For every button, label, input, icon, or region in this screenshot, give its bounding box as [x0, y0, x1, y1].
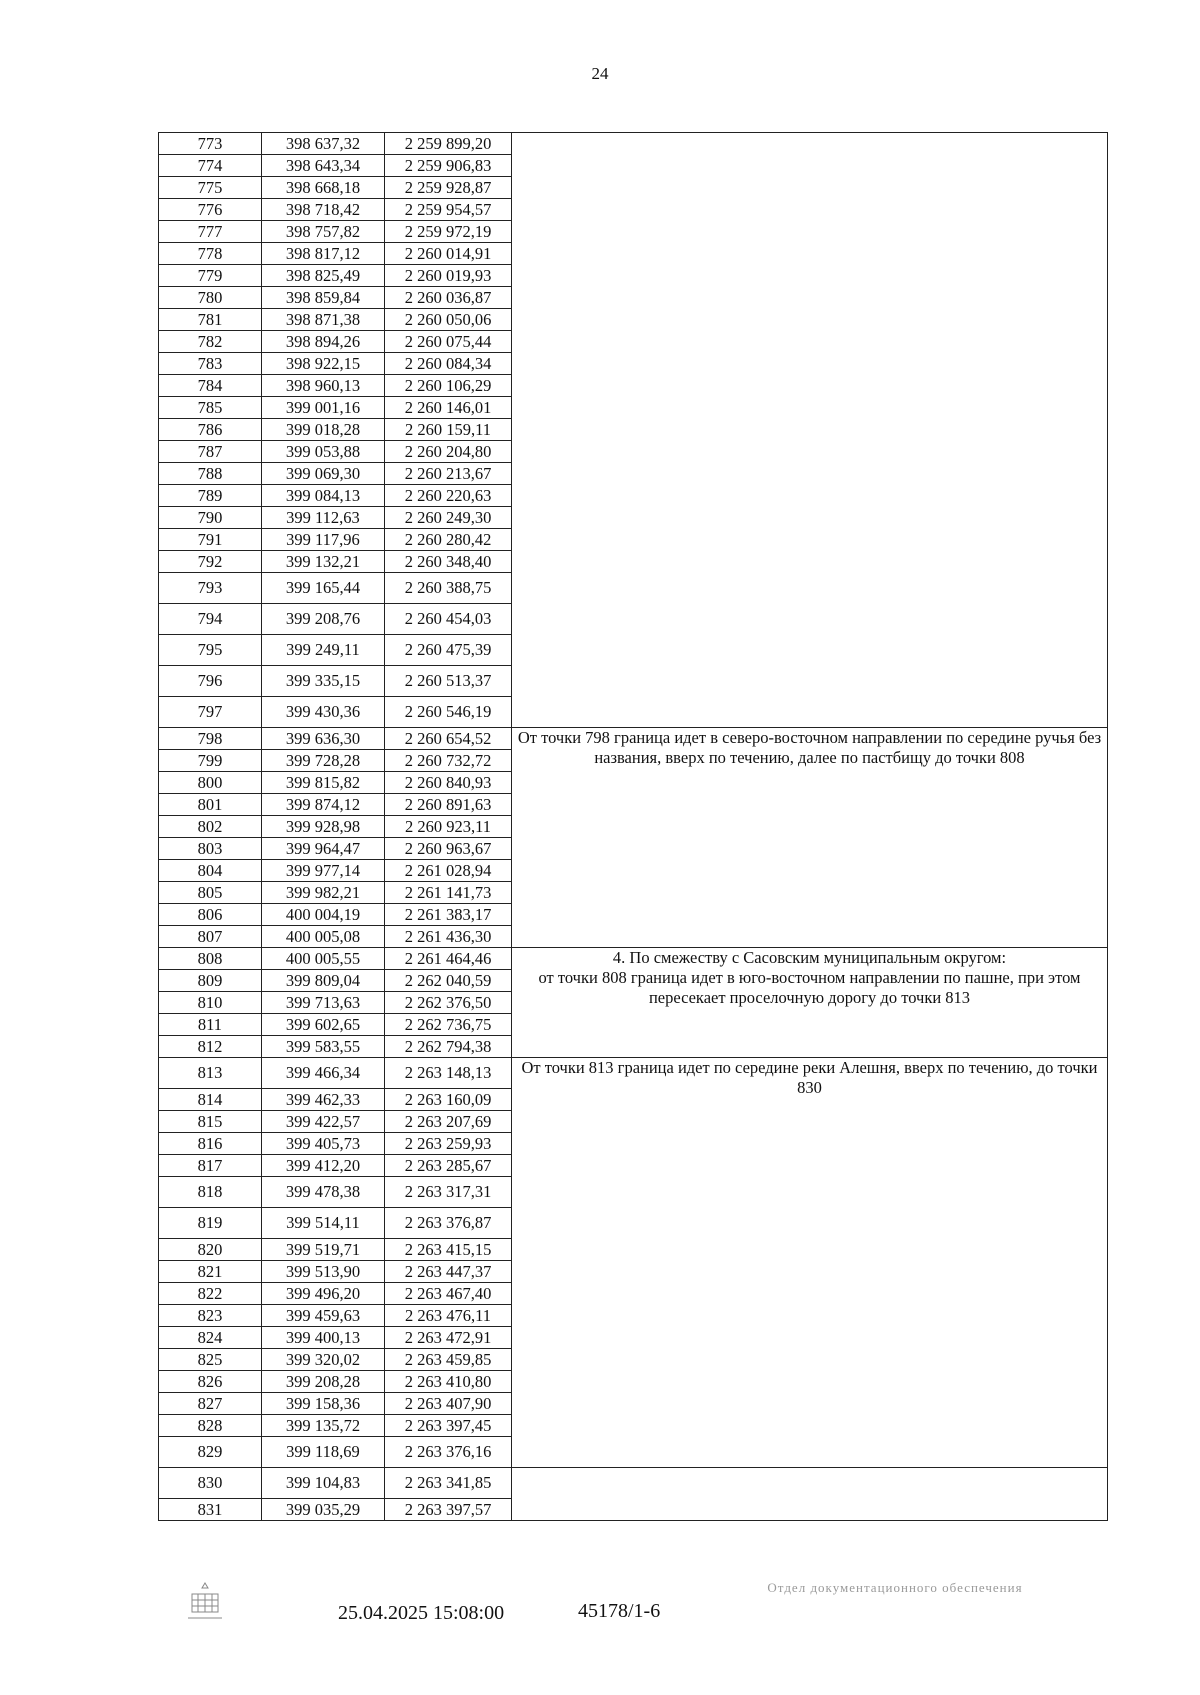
point-number-cell: 773 — [159, 133, 262, 155]
y-coordinate-cell: 2 262 736,75 — [385, 1014, 512, 1036]
footer-timestamp: 25.04.2025 15:08:00 — [338, 1602, 505, 1624]
x-coordinate-cell: 399 809,04 — [262, 970, 385, 992]
y-coordinate-cell: 2 260 280,42 — [385, 529, 512, 551]
y-coordinate-cell: 2 260 513,37 — [385, 666, 512, 697]
x-coordinate-cell: 399 118,69 — [262, 1437, 385, 1468]
y-coordinate-cell: 2 260 106,29 — [385, 375, 512, 397]
point-number-cell: 806 — [159, 904, 262, 926]
coordinates-table-body — [159, 133, 1108, 1521]
x-coordinate-cell: 399 112,63 — [262, 507, 385, 529]
y-coordinate-cell: 2 260 146,01 — [385, 397, 512, 419]
boundary-description: От точки 798 граница идет в северо-восточном направлении по середине ручья без названия, вверх по течению, далее по пастбищу до точки 808 — [512, 728, 1108, 948]
y-coordinate-cell: 2 259 906,83 — [385, 155, 512, 177]
y-coordinate-cell: 2 260 075,44 — [385, 331, 512, 353]
x-coordinate-cell: 399 132,21 — [262, 551, 385, 573]
x-coordinate-cell: 399 462,33 — [262, 1089, 385, 1111]
y-coordinate-cell: 2 260 084,34 — [385, 353, 512, 375]
y-coordinate-cell: 2 263 397,45 — [385, 1415, 512, 1437]
point-number-cell: 824 — [159, 1327, 262, 1349]
x-coordinate-cell: 398 817,12 — [262, 243, 385, 265]
point-number-cell: 792 — [159, 551, 262, 573]
y-coordinate-cell: 2 260 019,93 — [385, 265, 512, 287]
y-coordinate-cell: 2 262 040,59 — [385, 970, 512, 992]
point-number-cell: 807 — [159, 926, 262, 948]
y-coordinate-cell: 2 260 050,06 — [385, 309, 512, 331]
x-coordinate-cell: 398 922,15 — [262, 353, 385, 375]
y-coordinate-cell: 2 260 654,52 — [385, 728, 512, 750]
y-coordinate-cell: 2 261 028,94 — [385, 860, 512, 882]
x-coordinate-cell: 399 084,13 — [262, 485, 385, 507]
point-number-cell: 814 — [159, 1089, 262, 1111]
x-coordinate-cell: 399 249,11 — [262, 635, 385, 666]
y-coordinate-cell: 2 263 415,15 — [385, 1239, 512, 1261]
y-coordinate-cell: 2 263 447,37 — [385, 1261, 512, 1283]
point-number-cell: 791 — [159, 529, 262, 551]
point-number-cell: 802 — [159, 816, 262, 838]
x-coordinate-cell: 399 583,55 — [262, 1036, 385, 1058]
x-coordinate-cell: 399 602,65 — [262, 1014, 385, 1036]
x-coordinate-cell: 399 069,30 — [262, 463, 385, 485]
y-coordinate-cell: 2 260 159,11 — [385, 419, 512, 441]
point-number-cell: 812 — [159, 1036, 262, 1058]
x-coordinate-cell: 399 815,82 — [262, 772, 385, 794]
y-coordinate-cell: 2 260 348,40 — [385, 551, 512, 573]
x-coordinate-cell: 398 643,34 — [262, 155, 385, 177]
point-number-cell: 786 — [159, 419, 262, 441]
x-coordinate-cell: 399 422,57 — [262, 1111, 385, 1133]
point-number-cell: 813 — [159, 1058, 262, 1089]
point-number-cell: 781 — [159, 309, 262, 331]
point-number-cell: 818 — [159, 1177, 262, 1208]
y-coordinate-cell: 2 263 160,09 — [385, 1089, 512, 1111]
boundary-description: От точки 813 граница идет по середине реки Алешня, вверх по течению, до точки 830 — [512, 1058, 1108, 1468]
point-number-cell: 785 — [159, 397, 262, 419]
point-number-cell: 790 — [159, 507, 262, 529]
x-coordinate-cell: 399 496,20 — [262, 1283, 385, 1305]
point-number-cell: 809 — [159, 970, 262, 992]
point-number-cell: 789 — [159, 485, 262, 507]
footer-doc-number: 45178/1-6 — [578, 1600, 661, 1622]
x-coordinate-cell: 398 871,38 — [262, 309, 385, 331]
point-number-cell: 825 — [159, 1349, 262, 1371]
x-coordinate-cell: 399 728,28 — [262, 750, 385, 772]
x-coordinate-cell: 399 335,15 — [262, 666, 385, 697]
point-number-cell: 779 — [159, 265, 262, 287]
x-coordinate-cell: 398 825,49 — [262, 265, 385, 287]
x-coordinate-cell: 399 208,28 — [262, 1371, 385, 1393]
x-coordinate-cell: 399 519,71 — [262, 1239, 385, 1261]
x-coordinate-cell: 398 718,42 — [262, 199, 385, 221]
point-number-cell: 783 — [159, 353, 262, 375]
y-coordinate-cell: 2 263 285,67 — [385, 1155, 512, 1177]
point-number-cell: 795 — [159, 635, 262, 666]
point-number-cell: 782 — [159, 331, 262, 353]
table-row — [159, 1058, 1108, 1089]
y-coordinate-cell: 2 263 376,87 — [385, 1208, 512, 1239]
point-number-cell: 819 — [159, 1208, 262, 1239]
table-row — [159, 948, 1108, 970]
point-number-cell: 804 — [159, 860, 262, 882]
x-coordinate-cell: 399 874,12 — [262, 794, 385, 816]
x-coordinate-cell: 399 514,11 — [262, 1208, 385, 1239]
y-coordinate-cell: 2 259 972,19 — [385, 221, 512, 243]
y-coordinate-cell: 2 263 397,57 — [385, 1499, 512, 1521]
page-footer — [0, 1580, 1200, 1640]
point-number-cell: 828 — [159, 1415, 262, 1437]
y-coordinate-cell: 2 260 475,39 — [385, 635, 512, 666]
y-coordinate-cell: 2 263 472,91 — [385, 1327, 512, 1349]
x-coordinate-cell: 399 165,44 — [262, 573, 385, 604]
x-coordinate-cell: 399 459,63 — [262, 1305, 385, 1327]
point-number-cell: 815 — [159, 1111, 262, 1133]
point-number-cell: 775 — [159, 177, 262, 199]
point-number-cell: 796 — [159, 666, 262, 697]
x-coordinate-cell: 399 977,14 — [262, 860, 385, 882]
point-number-cell: 776 — [159, 199, 262, 221]
y-coordinate-cell: 2 260 963,67 — [385, 838, 512, 860]
x-coordinate-cell: 398 757,82 — [262, 221, 385, 243]
boundary-description: 4. По смежеству с Сасовским муниципальным округом: от точки 808 граница идет в юго-восточном направлении по пашне, при этом пересекает проселочную дорогу до точки 813 — [512, 948, 1108, 1058]
x-coordinate-cell: 399 928,98 — [262, 816, 385, 838]
y-coordinate-cell: 2 262 794,38 — [385, 1036, 512, 1058]
point-number-cell: 798 — [159, 728, 262, 750]
x-coordinate-cell: 399 964,47 — [262, 838, 385, 860]
x-coordinate-cell: 399 466,34 — [262, 1058, 385, 1089]
point-number-cell: 800 — [159, 772, 262, 794]
x-coordinate-cell: 399 513,90 — [262, 1261, 385, 1283]
x-coordinate-cell: 399 117,96 — [262, 529, 385, 551]
y-coordinate-cell: 2 260 454,03 — [385, 604, 512, 635]
y-coordinate-cell: 2 260 213,67 — [385, 463, 512, 485]
x-coordinate-cell: 399 208,76 — [262, 604, 385, 635]
x-coordinate-cell: 398 960,13 — [262, 375, 385, 397]
x-coordinate-cell: 399 320,02 — [262, 1349, 385, 1371]
x-coordinate-cell: 398 668,18 — [262, 177, 385, 199]
x-coordinate-cell: 399 053,88 — [262, 441, 385, 463]
x-coordinate-cell: 399 001,16 — [262, 397, 385, 419]
y-coordinate-cell: 2 263 376,16 — [385, 1437, 512, 1468]
point-number-cell: 830 — [159, 1468, 262, 1499]
point-number-cell: 774 — [159, 155, 262, 177]
x-coordinate-cell: 399 982,21 — [262, 882, 385, 904]
point-number-cell: 820 — [159, 1239, 262, 1261]
y-coordinate-cell: 2 263 148,13 — [385, 1058, 512, 1089]
x-coordinate-cell: 400 005,08 — [262, 926, 385, 948]
point-number-cell: 823 — [159, 1305, 262, 1327]
y-coordinate-cell: 2 260 036,87 — [385, 287, 512, 309]
x-coordinate-cell: 399 018,28 — [262, 419, 385, 441]
point-number-cell: 826 — [159, 1371, 262, 1393]
x-coordinate-cell: 398 894,26 — [262, 331, 385, 353]
y-coordinate-cell: 2 260 891,63 — [385, 794, 512, 816]
x-coordinate-cell: 399 405,73 — [262, 1133, 385, 1155]
y-coordinate-cell: 2 261 436,30 — [385, 926, 512, 948]
y-coordinate-cell: 2 262 376,50 — [385, 992, 512, 1014]
point-number-cell: 787 — [159, 441, 262, 463]
table-row — [159, 728, 1108, 750]
y-coordinate-cell: 2 260 546,19 — [385, 697, 512, 728]
emblem-icon — [182, 1580, 228, 1626]
point-number-cell: 794 — [159, 604, 262, 635]
x-coordinate-cell: 399 430,36 — [262, 697, 385, 728]
point-number-cell: 821 — [159, 1261, 262, 1283]
x-coordinate-cell: 399 035,29 — [262, 1499, 385, 1521]
x-coordinate-cell: 400 004,19 — [262, 904, 385, 926]
point-number-cell: 780 — [159, 287, 262, 309]
point-number-cell: 831 — [159, 1499, 262, 1521]
y-coordinate-cell: 2 263 341,85 — [385, 1468, 512, 1499]
point-number-cell: 816 — [159, 1133, 262, 1155]
boundary-description — [512, 1468, 1108, 1521]
x-coordinate-cell: 398 637,32 — [262, 133, 385, 155]
x-coordinate-cell: 399 713,63 — [262, 992, 385, 1014]
y-coordinate-cell: 2 263 407,90 — [385, 1393, 512, 1415]
x-coordinate-cell: 398 859,84 — [262, 287, 385, 309]
table-row — [159, 1468, 1108, 1499]
page-number: 24 — [591, 64, 609, 83]
y-coordinate-cell: 2 259 928,87 — [385, 177, 512, 199]
point-number-cell: 797 — [159, 697, 262, 728]
y-coordinate-cell: 2 260 204,80 — [385, 441, 512, 463]
point-number-cell: 811 — [159, 1014, 262, 1036]
y-coordinate-cell: 2 260 732,72 — [385, 750, 512, 772]
point-number-cell: 801 — [159, 794, 262, 816]
y-coordinate-cell: 2 263 476,11 — [385, 1305, 512, 1327]
y-coordinate-cell: 2 259 899,20 — [385, 133, 512, 155]
point-number-cell: 793 — [159, 573, 262, 604]
point-number-cell: 784 — [159, 375, 262, 397]
y-coordinate-cell: 2 261 141,73 — [385, 882, 512, 904]
x-coordinate-cell: 399 636,30 — [262, 728, 385, 750]
x-coordinate-cell: 399 400,13 — [262, 1327, 385, 1349]
y-coordinate-cell: 2 261 383,17 — [385, 904, 512, 926]
y-coordinate-cell: 2 260 014,91 — [385, 243, 512, 265]
y-coordinate-cell: 2 260 923,11 — [385, 816, 512, 838]
point-number-cell: 777 — [159, 221, 262, 243]
department-stamp: Отдел документационного обеспечения — [767, 1580, 1023, 1595]
x-coordinate-cell: 399 135,72 — [262, 1415, 385, 1437]
y-coordinate-cell: 2 260 249,30 — [385, 507, 512, 529]
point-number-cell: 805 — [159, 882, 262, 904]
y-coordinate-cell: 2 261 464,46 — [385, 948, 512, 970]
point-number-cell: 788 — [159, 463, 262, 485]
x-coordinate-cell: 400 005,55 — [262, 948, 385, 970]
y-coordinate-cell: 2 263 317,31 — [385, 1177, 512, 1208]
point-number-cell: 808 — [159, 948, 262, 970]
point-number-cell: 799 — [159, 750, 262, 772]
point-number-cell: 827 — [159, 1393, 262, 1415]
y-coordinate-cell: 2 259 954,57 — [385, 199, 512, 221]
boundary-description — [512, 133, 1108, 728]
point-number-cell: 810 — [159, 992, 262, 1014]
x-coordinate-cell: 399 478,38 — [262, 1177, 385, 1208]
y-coordinate-cell: 2 263 207,69 — [385, 1111, 512, 1133]
x-coordinate-cell: 399 158,36 — [262, 1393, 385, 1415]
x-coordinate-cell: 399 104,83 — [262, 1468, 385, 1499]
y-coordinate-cell: 2 263 410,80 — [385, 1371, 512, 1393]
point-number-cell: 822 — [159, 1283, 262, 1305]
point-number-cell: 829 — [159, 1437, 262, 1468]
y-coordinate-cell: 2 260 388,75 — [385, 573, 512, 604]
point-number-cell: 778 — [159, 243, 262, 265]
table-row — [159, 133, 1108, 155]
y-coordinate-cell: 2 260 220,63 — [385, 485, 512, 507]
y-coordinate-cell: 2 263 467,40 — [385, 1283, 512, 1305]
y-coordinate-cell: 2 263 459,85 — [385, 1349, 512, 1371]
y-coordinate-cell: 2 263 259,93 — [385, 1133, 512, 1155]
coordinates-table — [158, 132, 1108, 1521]
point-number-cell: 817 — [159, 1155, 262, 1177]
point-number-cell: 803 — [159, 838, 262, 860]
y-coordinate-cell: 2 260 840,93 — [385, 772, 512, 794]
x-coordinate-cell: 399 412,20 — [262, 1155, 385, 1177]
